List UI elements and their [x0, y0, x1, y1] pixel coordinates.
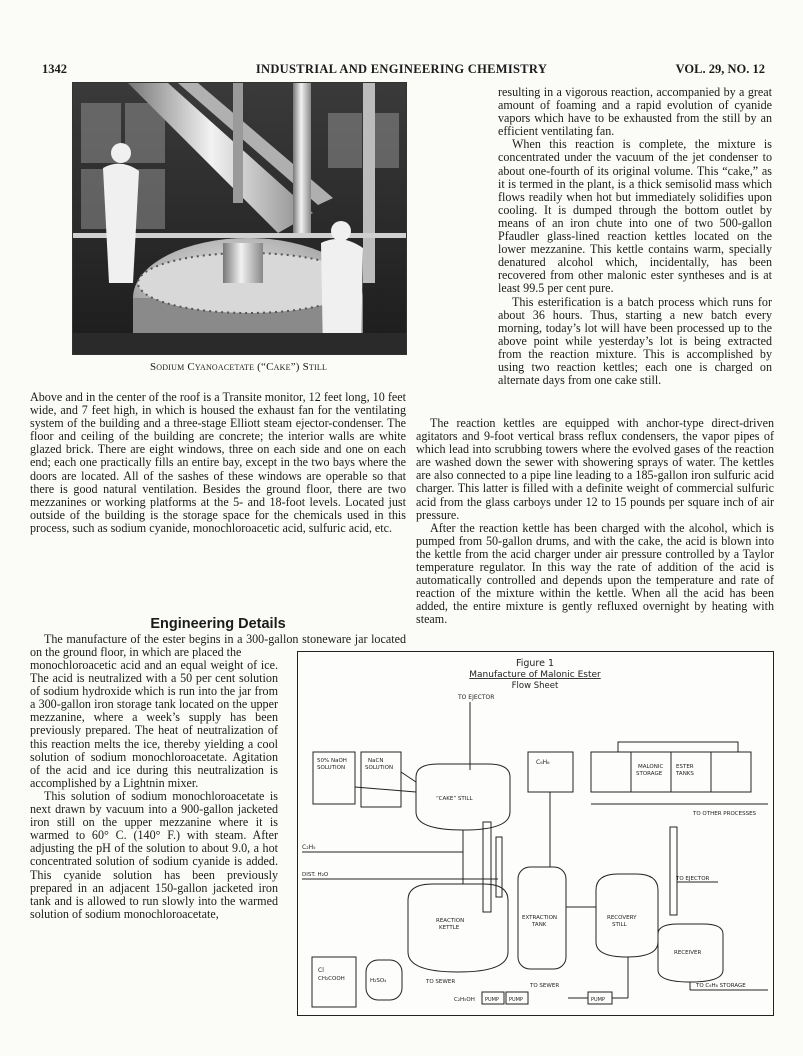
journal-title: INDUSTRIAL AND ENGINEERING CHEMISTRY — [255, 62, 548, 76]
flow-sheet-figure — [297, 651, 774, 1016]
volume-number: VOL. 29, NO. 12 — [675, 62, 765, 76]
benzene-tank — [528, 752, 573, 792]
storage-tank-4 — [711, 752, 751, 792]
paragraph: resulting in a vigorous reaction, accompanied by a great amount of foaming and a rapid evolution of cyanide vapors which have to be exhausted from the still by an efficient ventilating fan. — [498, 85, 772, 139]
still-photograph — [72, 82, 407, 355]
label-receiver: RECEIVER — [674, 950, 702, 956]
paragraph: This solution of sodium monochloroacetate is next drawn by vacuum into a 900-gallon jacketed iron still on the upper mezzanine where it is warmed to 60° C. (140° F.) with steam. After adjusting the pH of the solution to about 9.0, a hot concentrated solution of sodium cyanide is added. This cyanide solution has been previously prepared in an adjacent 150-gallon jacketed iron tank and is allowed to run slowly into the warmed solution of sodium monochloroacetate, — [30, 788, 278, 921]
label-still: STILL — [612, 922, 627, 928]
label-storage: STORAGE — [636, 771, 663, 777]
recovery-condenser — [670, 827, 677, 915]
label-ethanol: C₂H₅OH — [454, 997, 475, 1003]
figure-subtitle: Flow Sheet — [511, 681, 559, 691]
section-heading: Engineering Details — [150, 616, 286, 632]
label-tanks: TANKS — [676, 771, 694, 777]
paragraph: monochloroacetic acid and an equal weight of ice. The acid is neutralized with a 50 per cent solution of sodium hydroxide which is run into the jar from a 300-gallon iron storage tank located on the upper mezzanine, where a week’s supply has been previously prepared. The heat of neutralization of this reaction melts the ice, thereby yielding a cool solution of sodium monochloroacetate. Agitation of the acid and ice during this neutralization is accomplished by a Lightnin mixer. — [30, 658, 278, 790]
label-benzene-storage: TO C₆H₆ STORAGE — [696, 983, 746, 989]
label-naoh: 50% NaOH — [317, 758, 347, 764]
stoneware-jar — [312, 957, 356, 1007]
paragraph: The manufacture of the ester begins in a 300-gallon stoneware jar located on the ground floor, in which are placed the — [30, 632, 406, 660]
paragraph: The reaction kettles are equipped with anchor-type direct-driven agitators and 9-foot vertical brass reflux condensers, the vapor pipes of which lead into scrubbing towers where the evolved gases of the reaction are washed down the sewer with showering sprays of water. The kettles are also connected to a pipe line leading to a 185-gallon iron sulfuric acid charger. This latter is filled with a definite weight of commercial sulfuric acid from the glass carboys under 12 to 15 pounds per square inch of air pressure. — [416, 416, 774, 522]
label-recovery: RECOVERY — [607, 915, 637, 921]
label-cake-still: “CAKE” STILL — [436, 796, 473, 802]
label-to-sewer-2: TO SEWER — [530, 983, 560, 989]
label-chloroacetic-acid: CH₂COOH — [318, 976, 345, 982]
label-nacn: NaCN — [368, 758, 384, 764]
label-naoh-solution: SOLUTION — [317, 765, 346, 771]
label-extraction: EXTRACTION — [522, 915, 558, 921]
label-pump: PUMP — [485, 997, 500, 1003]
label-tank: TANK — [532, 922, 547, 928]
label-chloro: Cl — [318, 967, 324, 974]
label-pump-3: PUMP — [591, 997, 606, 1003]
text-right-top — [498, 86, 772, 387]
label-to-ejector-right: TO EJECTOR — [676, 876, 710, 882]
figure-number: Figure 1 — [515, 658, 555, 669]
paragraph: When this reaction is complete, the mixture is concentrated under the vacuum of the jet condenser to about one-fourth of its original volume. This “cake,” as it is termed in the plant, is a thick semisolid mass which flows readily when hot but immediately solidifies upon cooling. It is dumped through the bottom outlet by means of an iron chute into one of two 500-gallon Pfaudler glass-lined reaction kettles located on the lower mezzanine. This kettle contains warm, specially denatured alcohol which, incidentally, has been recovered from other malonic ester syntheses and is at least 99.5 per cent pure. — [498, 137, 772, 296]
label-reaction: REACTION — [436, 918, 465, 924]
paragraph: After the reaction kettle has been charged with the alcohol, which is pumped from 50-gallon drums, and with the cake, the acid is blown into the kettle from the acid charger under air pressure controlled by a Taylor temperature regulator. In this way the rate of addition of the acid is automatically controlled and depends upon the temperature and rate of reaction of the mixture within the kettle. When all the acid has been added, the entire mixture is gently refluxed overnight by heating with steam. — [416, 520, 774, 627]
label-benzene: C₆H₆ — [536, 759, 550, 766]
text-left-building — [30, 391, 406, 535]
label-to-other-processes: TO OTHER PROCESSES — [693, 811, 757, 817]
label-pump-2: PUMP — [509, 997, 524, 1003]
paragraph: This esterification is a batch process which runs for about 36 hours. Thus, starting a new batch every morning, today’s lot will have been processed up to the above point while yesterday’s lot is being extracted from the reaction mixture. This is accomplished by using two reaction kettles; each one is charged on alternate days from one cake still. — [498, 294, 772, 388]
label-distilled-water: DIST. H₂O — [302, 872, 329, 878]
label-kettle: KETTLE — [439, 925, 460, 931]
label-sulfuric-acid: H₂SO₄ — [370, 978, 387, 984]
label-to-sewer: TO SEWER — [426, 979, 456, 985]
storage-tank-1 — [591, 752, 631, 792]
label-to-ejector: TO EJECTOR — [458, 694, 495, 701]
figure-title: Manufacture of Malonic Ester — [469, 670, 601, 680]
photo-caption: Sodium Cyanoacetate (“Cake”) Still — [149, 361, 328, 373]
reflux-condenser — [483, 822, 491, 912]
label-nacn-solution: SOLUTION — [365, 765, 394, 771]
label-ester: ESTER — [676, 764, 694, 770]
label-alcohol: C₂H₅ — [302, 844, 316, 851]
text-right-middle — [416, 417, 774, 627]
label-malonic: MALONIC — [638, 764, 664, 770]
page-number: 1342 — [42, 62, 67, 76]
paragraph: Above and in the center of the roof is a Transite monitor, 12 feet long, 10 feet wide, and 7 feet high, in which is housed the exhaust fan for the ventilating system of the building and a three-stage Elliott steam ejector-condenser. The floor and ceiling of the building are concrete; the interior walls are white glazed brick. There are eight windows, three on each side and one on each end; each one practically fills an entire bay, except in the two bays where the doors are located. All of the sashes of these windows are operable so that there is good natural ventilation. Besides the ground floor, there are two mezzanines or working platforms at the 5- and 18-foot levels. Located just outside of the building is the storage space for the chemicals used in this process, such as sodium cyanide, monochloroacetic acid, sulfuric acid, etc. — [30, 390, 406, 535]
text-engineering-narrow — [30, 659, 278, 921]
